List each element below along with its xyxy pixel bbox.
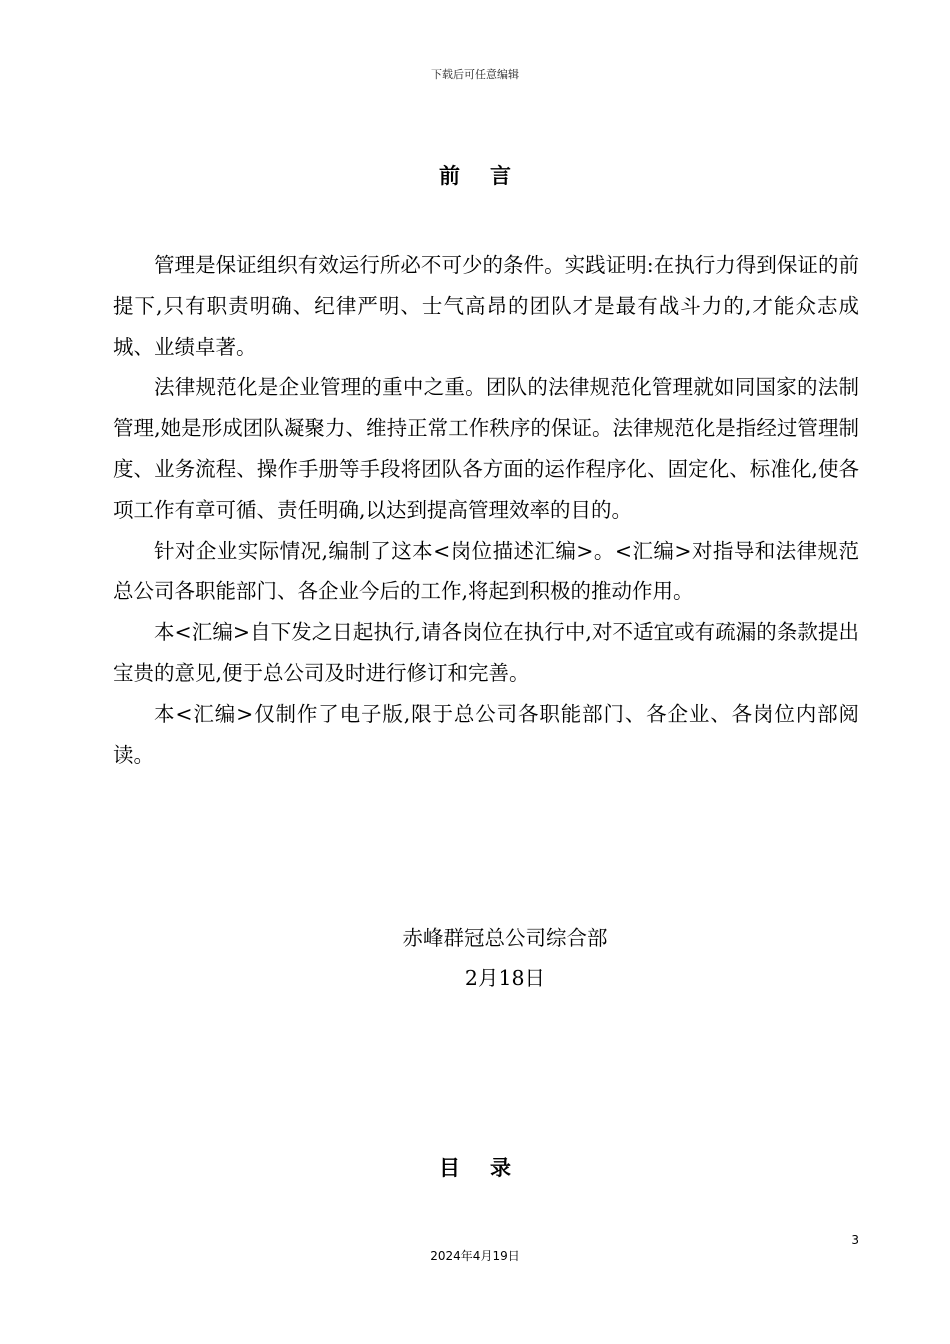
- signature-org: 赤峰群冠总公司综合部: [402, 926, 608, 950]
- header-note: 下载后可任意编辑: [431, 68, 519, 81]
- signature-date: 2月18日: [464, 966, 546, 990]
- toc-title: 目录: [439, 1156, 541, 1180]
- signature-block: [380, 918, 630, 998]
- footer-date: 2024年4月19日: [430, 1249, 520, 1263]
- preface-paragraph-5: 本<汇编>仅制作了电子版,限于总公司各职能部门、各企业、各岗位内部阅读。: [113, 701, 859, 767]
- preface-paragraph-2: 法律规范化是企业管理的重中之重。团队的法律规范化管理就如同国家的法制管理,她是形成团队凝聚力、维持正常工作秩序的保证。法律规范化是指经过管理制度、业务流程、操作手册等手段将团队各方面的运作程序化、固定化、标准化,使各项工作有章可循、责任明确,以达到提高管理效率的目的。: [113, 375, 859, 522]
- preface-paragraph-1: 管理是保证组织有效运行所必不可少的条件。实践证明:在执行力得到保证的前提下,只有职责明确、纪律严明、士气高昂的团队才是最有战斗力的,才能众志成城、业绩卓著。: [113, 253, 859, 359]
- preface-body: [113, 245, 859, 775]
- preface-paragraph-4: 本<汇编>自下发之日起执行,请各岗位在执行中,对不适宜或有疏漏的条款提出宝贵的意见,便于总公司及时进行修订和完善。: [113, 620, 859, 685]
- preface-paragraph-3: 针对企业实际情况,编制了这本<岗位描述汇编>。<汇编>对指导和法律规范总公司各职能部门、各企业今后的工作,将起到积极的推动作用。: [113, 538, 859, 604]
- preface-title: 前言: [439, 164, 541, 188]
- page-number: 3: [851, 1233, 859, 1247]
